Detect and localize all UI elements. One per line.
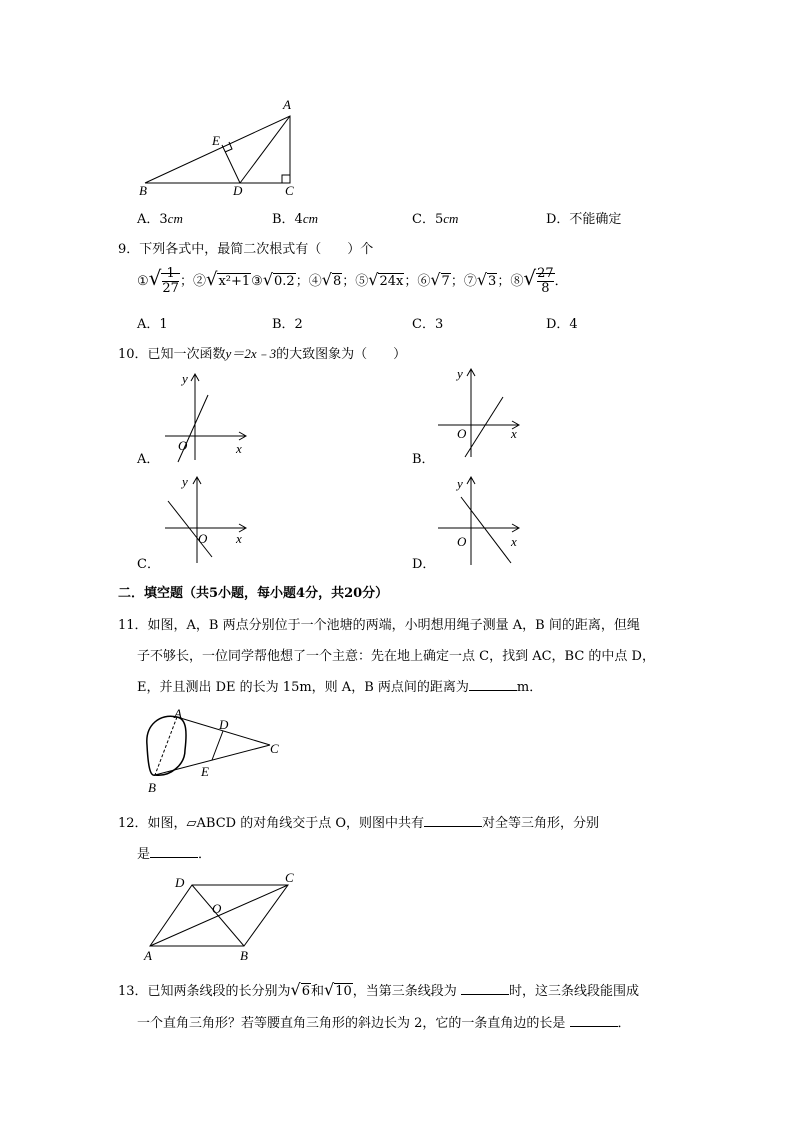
q9-option-b: B．2: [272, 317, 303, 332]
svg-text:A: A: [144, 948, 152, 963]
svg-text:B: B: [148, 780, 156, 795]
q11-line2: 子不够长，一位同学帮他想了一个主意：先在地上确定一点 C，找到 AC，BC 的中点 D，: [137, 649, 655, 664]
q10-graph-c: [160, 473, 260, 568]
svg-text:x: x: [236, 441, 242, 456]
svg-text:O: O: [178, 438, 188, 453]
svg-text:A: A: [174, 706, 182, 721]
svg-text:y: y: [182, 474, 188, 489]
q8-option-d: D．不能确定: [546, 212, 622, 227]
svg-text:B: B: [240, 948, 248, 963]
q8-option-c: C．5cm: [412, 211, 459, 227]
label-A: A: [283, 97, 291, 112]
q11-pond-figure: [135, 705, 295, 800]
svg-text:E: E: [201, 764, 209, 779]
q9-option-a: A．1: [137, 317, 168, 332]
q13-line1: 13．已知两条线段的长分别为√6和√10，当第三条线段为 时，这三条线段能围成: [118, 980, 639, 999]
q12-answer-blank-1: [424, 814, 482, 827]
svg-text:O: O: [198, 531, 208, 546]
q11-line3: E，并且测出 DE 的长为 15m，则 A，B 两点间的距离为 m．: [137, 680, 543, 695]
svg-text:y: y: [457, 476, 463, 491]
q12-line2: 是 ．: [137, 847, 212, 862]
label-B: B: [139, 183, 147, 198]
label-C: C: [285, 183, 294, 198]
svg-text:O: O: [457, 426, 467, 441]
svg-text:x: x: [236, 531, 242, 546]
svg-text:C: C: [270, 741, 279, 756]
q10-stem: 10．已知一次函数y＝2x﹣3的大致图象为（ ）: [118, 346, 407, 362]
section-2-title: 二．填空题（共5小题，每小题4分，共20分）: [118, 586, 389, 601]
svg-text:O: O: [212, 901, 222, 916]
svg-text:y: y: [182, 371, 188, 386]
q10-option-c: C．: [137, 557, 160, 572]
q10-option-a: A．: [137, 452, 160, 467]
q9-option-d: D．4: [546, 317, 578, 332]
label-E: E: [212, 133, 220, 148]
label-D: D: [233, 183, 243, 198]
q10-graph-d: [435, 473, 535, 568]
q11-answer-blank: [469, 678, 517, 691]
q10-graph-a: [160, 370, 260, 465]
q12-line1: 12．如图，▱ABCD 的对角线交于点 O，则图中共有 对全等三角形，分别: [118, 816, 600, 831]
q12-parallelogram-figure: [140, 870, 310, 965]
q10-option-b: B．: [412, 452, 435, 467]
q13-line2: 一个直角三角形？若等腰直角三角形的斜边长为 2，它的一条直角边的长是 ．: [137, 1016, 631, 1031]
q8-triangle-figure: [130, 95, 310, 200]
svg-text:D: D: [175, 875, 185, 890]
q11-line1: 11．如图，A，B 两点分别位于一个池塘的两端，小明想用绳子测量 A，B 间的距离，但绳: [118, 618, 640, 633]
q13-answer-blank-2: [570, 1014, 618, 1027]
q13-answer-blank-1: [461, 982, 509, 995]
q9-expressions: ①√ $\frac{1}{27}$ ；②√x²+1③√0.2；④√8；⑤√24x；⑥√7；⑦√3；⑧√ $\frac{27}{8}$ ．: [137, 266, 568, 296]
svg-text:x: x: [511, 426, 517, 441]
q9-stem: 9．下列各式中，最简二次根式有（ ）个: [118, 242, 374, 257]
svg-text:C: C: [285, 870, 294, 885]
q10-option-d: D．: [412, 557, 436, 572]
q8-option-a: A．3cm: [137, 211, 183, 227]
svg-text:x: x: [511, 534, 517, 549]
svg-text:D: D: [219, 717, 229, 732]
svg-text:O: O: [457, 534, 467, 549]
q8-option-b: B．4cm: [272, 211, 318, 227]
svg-text:y: y: [457, 366, 463, 381]
q10-graph-b: [435, 365, 535, 460]
q12-answer-blank-2: [150, 845, 198, 858]
q9-option-c: C．3: [412, 317, 444, 332]
